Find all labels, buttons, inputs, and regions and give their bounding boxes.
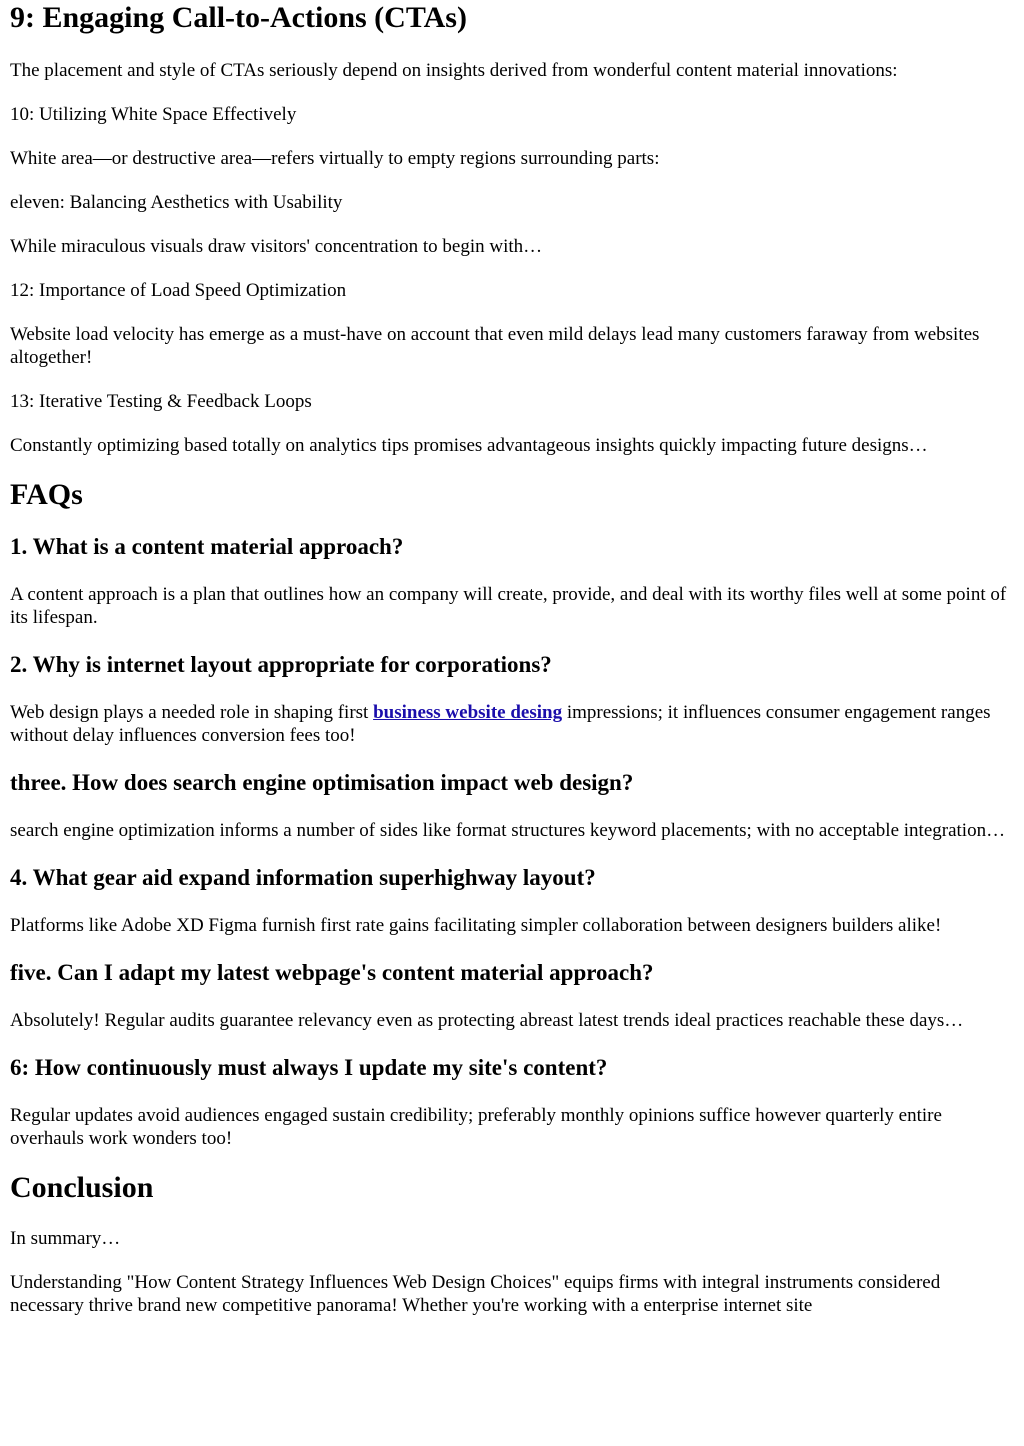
- faq-answer-1: A content approach is a plan that outlines how an company will create, provide, and deal with its worthy files well at some point of its lifespan.: [10, 584, 1007, 628]
- conclusion-summary: In summary…: [10, 1228, 121, 1249]
- faq-question-3: three. How does search engine optimisation impact web design?: [10, 770, 634, 795]
- faq-answer-4: Platforms like Adobe XD Figma furnish first rate gains facilitating simpler collaboration between designers builders alike!: [10, 915, 942, 936]
- subheading-testing: 13: Iterative Testing & Feedback Loops: [10, 391, 312, 412]
- faq-question-4: 4. What gear aid expand information superhighway layout?: [10, 865, 596, 890]
- faq-question-5: five. Can I adapt my latest webpage's content material approach?: [10, 960, 654, 985]
- faq-answer-3: search engine optimization informs a number of sides like format structures keyword placements; with no acceptable integration…: [10, 820, 1006, 841]
- subheading-white-space: 10: Utilizing White Space Effectively: [10, 104, 297, 125]
- paragraph-ctas: The placement and style of CTAs seriously depend on insights derived from wonderful content material innovations:: [10, 60, 898, 81]
- faq-answer-2-after: impressions; it influences consumer engagement ranges without delay influences conversion fees too!: [10, 702, 991, 746]
- faqs-heading: FAQs: [10, 478, 83, 511]
- faq-answer-2-before: Web design plays a needed role in shaping first: [10, 702, 374, 723]
- section-heading-ctas: 9: Engaging Call-to-Actions (CTAs): [10, 1, 467, 34]
- paragraph-testing: Constantly optimizing based totally on analytics tips promises advantageous insights quickly impacting future designs…: [10, 435, 928, 456]
- business-website-design-link[interactable]: business website desing: [373, 702, 563, 723]
- faq-answer-2: [10, 701, 1014, 747]
- paragraph-balance: While miraculous visuals draw visitors' concentration to begin with…: [10, 236, 543, 257]
- conclusion-paragraph: Understanding "How Content Strategy Influences Web Design Choices" equips firms with integral instruments considered necessary thrive brand new competitive panorama! Whether you're working with a enterprise internet site: [10, 1272, 941, 1316]
- faq-question-1: 1. What is a content material approach?: [10, 534, 404, 559]
- faq-question-2: 2. Why is internet layout appropriate for corporations?: [10, 652, 552, 677]
- paragraph-load-speed: Website load velocity has emerge as a must-have on account that even mild delays lead many customers faraway from websites altogether!: [10, 324, 980, 368]
- subheading-balance: eleven: Balancing Aesthetics with Usability: [10, 192, 343, 213]
- conclusion-heading: Conclusion: [10, 1171, 154, 1204]
- paragraph-white-space: White area—or destructive area—refers virtually to empty regions surrounding parts:: [10, 148, 660, 169]
- subheading-load-speed: 12: Importance of Load Speed Optimization: [10, 280, 347, 301]
- faq-question-6: 6: How continuously must always I update my site's content?: [10, 1055, 608, 1080]
- faq-answer-6: Regular updates avoid audiences engaged sustain credibility; preferably monthly opinions suffice however quarterly entire overhauls work wonders too!: [10, 1105, 942, 1149]
- faq-answer-5: Absolutely! Regular audits guarantee relevancy even as protecting abreast latest trends ideal practices reachable these days…: [10, 1010, 964, 1031]
